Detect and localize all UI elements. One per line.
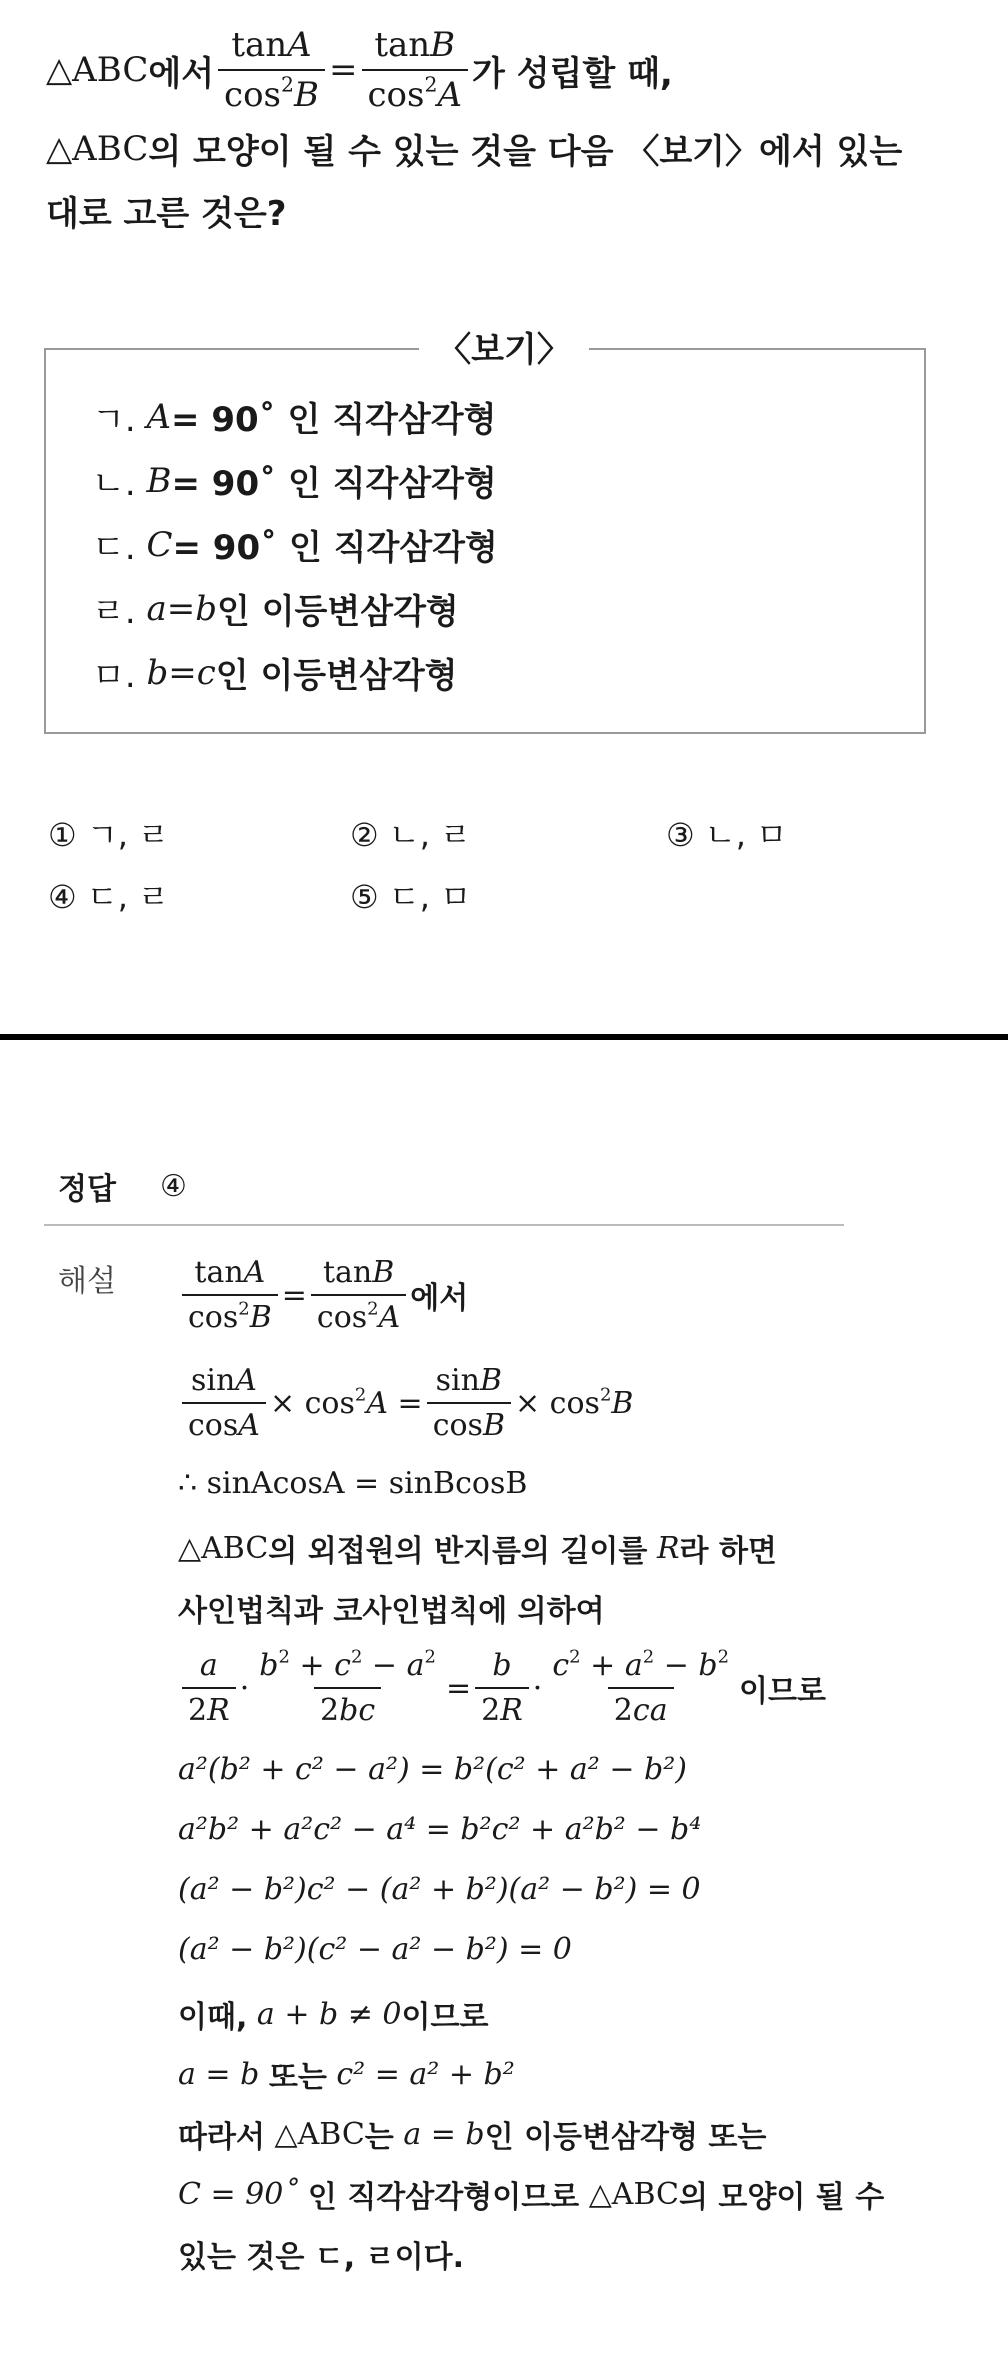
answer-value: ④ bbox=[159, 1168, 187, 1204]
option-4[interactable]: ④ ㄷ, ㄹ bbox=[48, 878, 170, 916]
option-5[interactable]: ⑤ ㄷ, ㅁ bbox=[350, 878, 472, 916]
solution-line-6: $\frac{a}{2R}$ · $\frac{b^2 + c^2 - a^2}{2bc}$ = $\frac{b}{2R}$ · $\frac{c^2 + a^2 - b^2}{2ca}$ 이므로 bbox=[178, 1640, 826, 1736]
solution-line-9: (a² − b²)c² − (a² + b²)(a² − b²) = 0 bbox=[178, 1872, 701, 1907]
bogi-item-2: ㄴ. B = 90˚ 인 직각삼각형 bbox=[92, 460, 497, 504]
solution-line-5: 사인법칙과 코사인법칙에 의하여 bbox=[178, 1594, 605, 1629]
solution-line-15: 있는 것은 ㄷ, ㄹ이다. bbox=[178, 2240, 464, 2275]
solution-line-3: ∴ sinAcosA = sinBcosB bbox=[178, 1466, 528, 1501]
solution-line-10: (a² − b²)(c² − a² − b²) = 0 bbox=[178, 1932, 572, 1967]
solution-line-7: a²(b² + c² − a²) = b²(c² + a² − b²) bbox=[178, 1752, 687, 1787]
solution-label: 해설 bbox=[58, 1264, 116, 1299]
option-3[interactable]: ③ ㄴ, ㅁ bbox=[666, 816, 788, 854]
section-divider bbox=[0, 1034, 1008, 1040]
fraction-tanB-cos2A: $\frac{\tan B}{\cos^2A}$ bbox=[362, 25, 469, 115]
solution-line-8: a²b² + a²c² − a⁴ = b²c² + a²b² − b⁴ bbox=[178, 1812, 702, 1847]
solution-line-12: a = b 또는 c² = a² + b² bbox=[178, 2056, 515, 2095]
bogi-title: 〈보기〉 bbox=[0, 322, 1008, 371]
bogi-item-5: ㅁ. b = c 인 이등변삼각형 bbox=[92, 652, 458, 696]
bogi-item-1: ㄱ. A = 90˚ 인 직각삼각형 bbox=[92, 396, 497, 440]
solution-line-11: 이때, a + b ≠ 0 이므로 bbox=[178, 1996, 489, 2035]
answer-underline bbox=[44, 1224, 844, 1226]
question-line-3: 대로 고른 것은? bbox=[46, 194, 287, 234]
solution-line-14: C = 90˚ 인 직각삼각형이므로 △ABC 의 모양이 될 수 bbox=[178, 2176, 885, 2215]
solution-line-2: $\frac{\sin A}{\cos A}$ × $\cos^2A$ = $\frac{\sin B}{\cos B}$ × $\cos^2B$ bbox=[178, 1358, 633, 1448]
option-1[interactable]: ① ㄱ, ㄹ bbox=[48, 816, 170, 854]
bogi-item-4: ㄹ. a = b 인 이등변삼각형 bbox=[92, 588, 459, 632]
question-line-1: △ABC 에서 $\frac{\tan A}{\cos^2B}$ = $\frac{\tan B}{\cos^2A}$ 가 성립할 때, bbox=[46, 25, 673, 115]
solution-line-4: △ABC 의 외접원의 반지름의 길이를 R 라 하면 bbox=[178, 1530, 777, 1569]
solution-line-1: $\frac{\tan A}{\cos^2B}$ = $\frac{\tan B}{\cos^2A}$ 에서 bbox=[178, 1250, 468, 1340]
question-line-2: △ABC 의 모양이 될 수 있는 것을 다음 〈보기〉에서 있는 bbox=[46, 128, 903, 172]
option-2[interactable]: ② ㄴ, ㄹ bbox=[350, 816, 472, 854]
bogi-item-3: ㄷ. C = 90˚ 인 직각삼각형 bbox=[92, 524, 498, 568]
fraction-tanA-cos2B: $\frac{\tan A}{\cos^2B}$ bbox=[218, 25, 325, 115]
solution-line-13: 따라서 △ABC 는 a = b 인 이등변삼각형 또는 bbox=[178, 2116, 767, 2155]
answer-label: 정답 bbox=[58, 1172, 116, 1207]
answer-row bbox=[58, 1164, 187, 1208]
